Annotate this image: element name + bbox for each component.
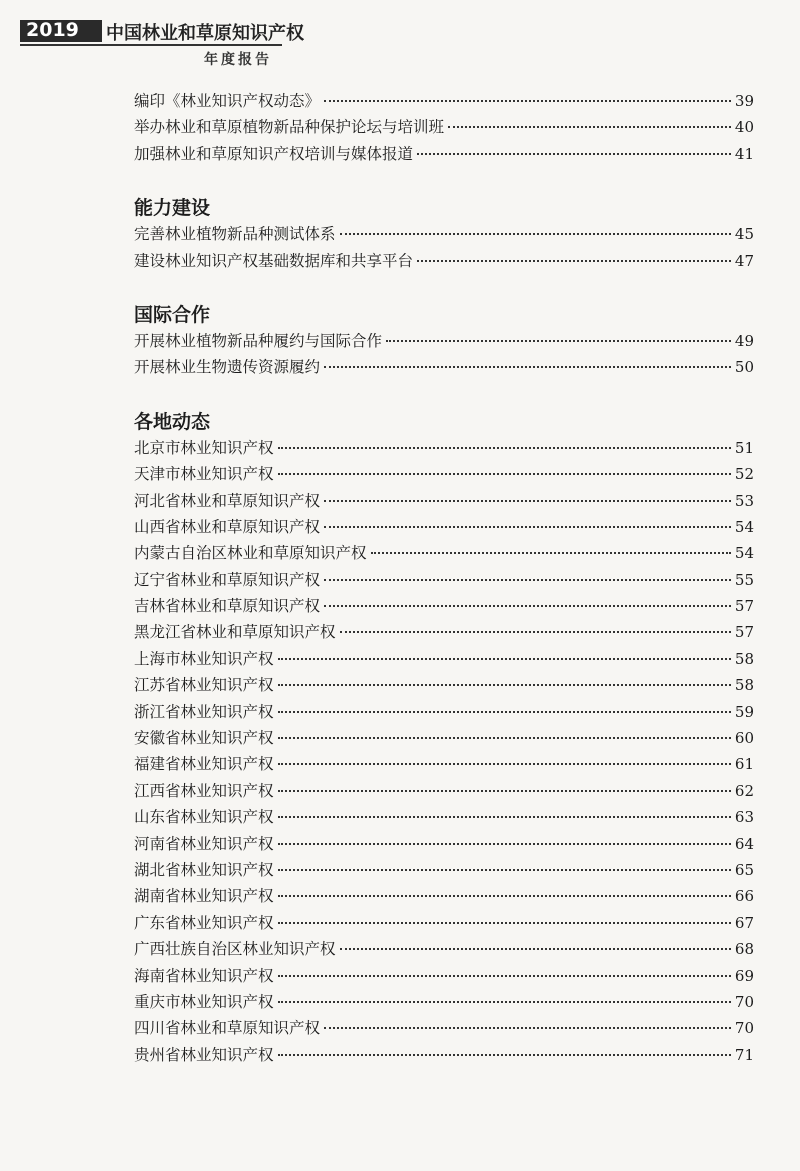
toc-entry-page: 55 [734,570,754,589]
toc-entry-page: 53 [734,491,754,510]
toc-entry-title: 内蒙古自治区林业和草原知识产权 [134,544,367,563]
toc-entry[interactable] [134,699,754,725]
toc-entry-title: 举办林业和草原植物新品种保护论坛与培训班 [134,118,445,137]
toc-entry[interactable] [134,804,754,830]
toc-entry-page: 65 [734,860,754,879]
toc-entry-page: 39 [734,92,754,110]
header-title: 中国林业和草原知识产权 [106,23,304,44]
toc-entry-page: 62 [734,781,754,800]
toc-entry-title: 山东省林业知识产权 [134,808,274,827]
dot-leader [278,684,731,686]
dot-leader [278,895,731,897]
toc-entry-title: 河北省林业和草原知识产权 [134,491,321,510]
toc-entry[interactable] [134,221,754,247]
dot-leader [340,631,731,633]
toc-entry-page: 51 [734,438,754,457]
toc-entry[interactable] [134,910,754,936]
toc-entry-title: 重庆市林业知识产权 [134,992,274,1011]
toc-entry-title: 山西省林业和草原知识产权 [134,517,321,536]
toc-entry-page: 57 [734,597,754,616]
toc-entry[interactable] [134,619,754,645]
toc-entry-title: 湖南省林业知识产权 [134,887,274,906]
toc-entry[interactable] [134,672,754,698]
toc-entry-page: 40 [734,118,754,137]
toc-entry-page: 50 [734,358,754,377]
toc-entry[interactable] [134,141,754,167]
dot-leader [278,869,731,871]
dot-leader [386,340,731,342]
table-of-contents [134,88,754,1068]
toc-entry[interactable] [134,514,754,540]
toc-entry-title: 开展林业植物新品种履约与国际合作 [134,331,383,350]
header-year: 2019 [26,19,79,41]
toc-entry-page: 60 [734,729,754,748]
toc-entry[interactable] [134,593,754,619]
section-spacer [134,274,754,302]
toc-entry-page: 58 [734,649,754,668]
dot-leader [278,763,731,765]
toc-entry-title: 建设林业知识产权基础数据库和共享平台 [134,251,414,270]
section-heading: 国际合作 [134,303,211,326]
toc-entry[interactable] [134,461,754,487]
toc-entry-page: 59 [734,702,754,721]
dot-leader [278,790,731,792]
toc-entry-page: 66 [734,887,754,906]
toc-entry-title: 湖北省林业知识产权 [134,860,274,879]
toc-entry-page: 47 [734,251,754,270]
toc-entry[interactable] [134,435,754,461]
toc-entry-page: 41 [734,144,754,163]
toc-entry[interactable] [134,989,754,1015]
header-subtitle: 年度报告 [204,52,272,68]
section-heading: 各地动态 [134,410,211,433]
dot-leader [324,579,731,581]
toc-entry-page: 58 [734,676,754,695]
toc-entry-page: 57 [734,623,754,642]
dot-leader [324,366,731,368]
dot-leader [324,100,731,102]
toc-entry-page: 45 [734,225,754,244]
toc-entry-page: 70 [734,992,754,1011]
toc-entry[interactable] [134,114,754,140]
dot-leader [278,737,731,739]
toc-entry-page: 71 [734,1045,754,1064]
toc-entry-page: 54 [734,544,754,563]
dot-leader [448,126,731,128]
dot-leader [278,711,731,713]
dot-leader [340,233,731,235]
header-divider [20,44,282,46]
toc-entry[interactable] [134,88,754,114]
toc-entry[interactable] [134,883,754,909]
dot-leader [278,658,731,660]
toc-entry[interactable] [134,1015,754,1041]
dot-leader [278,975,731,977]
toc-entry-title: 加强林业和草原知识产权培训与媒体报道 [134,144,414,163]
toc-entry-title: 开展林业生物遗传资源履约 [134,358,321,377]
toc-entry-title: 编印《林业知识产权动态》 [134,92,321,110]
dot-leader [278,1054,731,1056]
toc-entry-page: 54 [734,517,754,536]
toc-entry-page: 52 [734,465,754,484]
toc-entry-page: 67 [734,913,754,932]
dot-leader [324,500,731,502]
toc-entry-title: 上海市林业知识产权 [134,649,274,668]
toc-entry-page: 61 [734,755,754,774]
toc-entry[interactable] [134,857,754,883]
section-spacer [134,167,754,195]
dot-leader [278,1001,731,1003]
toc-entry[interactable] [134,725,754,751]
toc-entry-page: 68 [734,940,754,959]
toc-entry-title: 安徽省林业知识产权 [134,729,274,748]
toc-entry-page: 49 [734,331,754,350]
toc-entry[interactable] [134,751,754,777]
toc-entry-title: 福建省林业知识产权 [134,755,274,774]
running-header [0,0,800,72]
toc-entry-title: 黑龙江省林业和草原知识产权 [134,623,336,642]
toc-entry[interactable] [134,488,754,514]
toc-entry[interactable] [134,963,754,989]
toc-entry-title: 天津市林业知识产权 [134,465,274,484]
toc-entry[interactable] [134,778,754,804]
toc-entry[interactable] [134,831,754,857]
toc-entry-page: 70 [734,1019,754,1038]
toc-entry-title: 广东省林业知识产权 [134,913,274,932]
section-spacer [134,381,754,409]
dot-leader [324,1027,731,1029]
toc-entry-title: 吉林省林业和草原知识产权 [134,597,321,616]
toc-entry-title: 北京市林业知识产权 [134,438,274,457]
dot-leader [324,526,731,528]
dot-leader [417,260,731,262]
toc-entry-title: 海南省林业知识产权 [134,966,274,985]
toc-entry-page: 63 [734,808,754,827]
dot-leader [278,922,731,924]
toc-entry-page: 69 [734,966,754,985]
toc-entry[interactable] [134,248,754,274]
toc-entry[interactable] [134,646,754,672]
dot-leader [278,447,731,449]
dot-leader [417,153,731,155]
section-heading: 能力建设 [134,197,211,220]
toc-entry-title: 四川省林业和草原知识产权 [134,1019,321,1038]
toc-entry-title: 辽宁省林业和草原知识产权 [134,570,321,589]
dot-leader [278,816,731,818]
toc-entry-title: 浙江省林业知识产权 [134,702,274,721]
toc-entry[interactable] [134,567,754,593]
toc-entry-page: 64 [734,834,754,853]
toc-entry-title: 广西壮族自治区林业知识产权 [134,940,336,959]
toc-entry[interactable] [134,540,754,566]
dot-leader [340,948,731,950]
dot-leader [371,552,731,554]
toc-entry[interactable] [134,354,754,380]
toc-entry-title: 贵州省林业知识产权 [134,1045,274,1064]
dot-leader [324,605,731,607]
toc-entry-title: 河南省林业知识产权 [134,834,274,853]
toc-entry-title: 江苏省林业知识产权 [134,676,274,695]
toc-entry-title: 江西省林业知识产权 [134,781,274,800]
toc-entry[interactable] [134,328,754,354]
toc-entry-title: 完善林业植物新品种测试体系 [134,225,336,244]
dot-leader [278,843,731,845]
toc-entry[interactable] [134,936,754,962]
dot-leader [278,473,731,475]
toc-entry[interactable] [134,1042,754,1068]
